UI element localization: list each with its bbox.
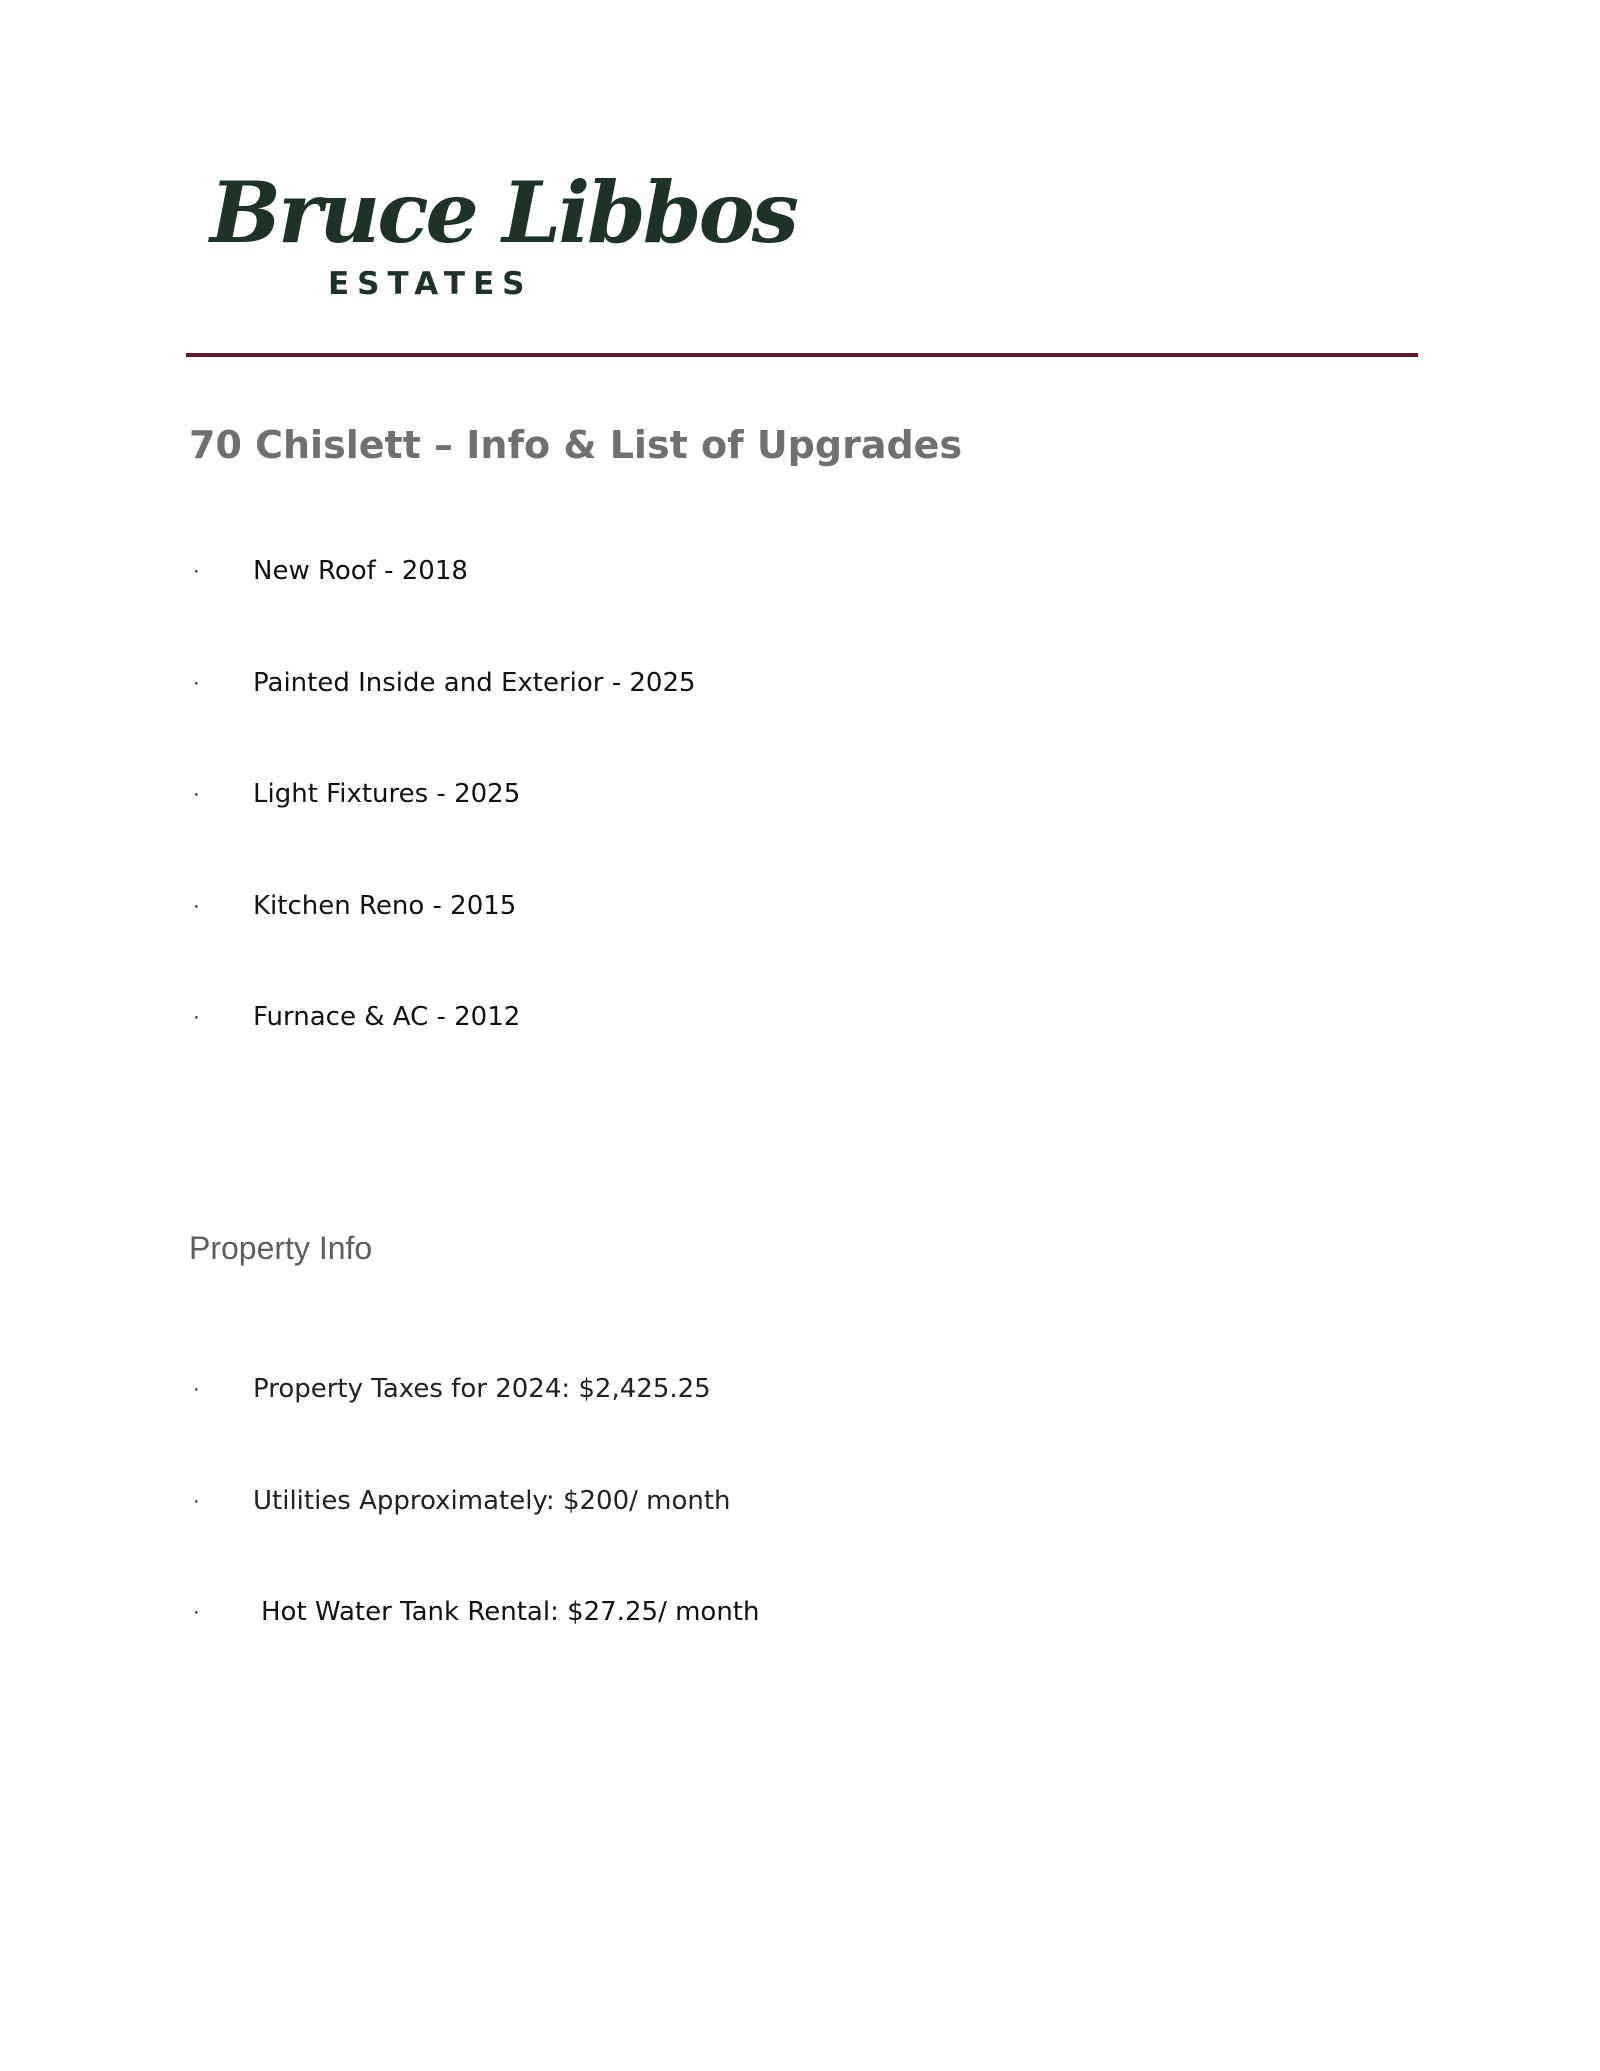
brand-logo — [210, 163, 796, 305]
upgrade-text: Furnace & AC - 2012 — [253, 1002, 521, 1032]
bullet-icon: · — [193, 1006, 200, 1028]
bullet-icon: · — [193, 671, 200, 694]
bullet-icon: · — [193, 894, 200, 917]
upgrade-text: Painted Inside and Exterior - 2025 — [253, 667, 696, 698]
property-info-text: Hot Water Tank Rental: $27.25/ month — [261, 1597, 760, 1627]
page-title: 70 Chislett – Info & List of Upgrades — [189, 423, 963, 467]
bullet-icon: · — [193, 560, 200, 582]
bullet-icon: · — [193, 1378, 200, 1400]
bullet-icon: · — [193, 1489, 200, 1512]
logo-wordmark: Bruce Libbos — [210, 163, 796, 262]
bullet-icon: · — [193, 783, 200, 805]
property-info-text: Property Taxes for 2024: $2,425.25 — [253, 1374, 711, 1404]
property-info-text: Utilities Approximately: $200/ month — [253, 1485, 731, 1516]
upgrade-text: Kitchen Reno - 2015 — [253, 890, 517, 921]
logo-subtitle: ESTATES — [328, 266, 533, 302]
upgrade-text: Light Fixtures - 2025 — [253, 779, 521, 809]
bullet-icon: · — [193, 1601, 200, 1623]
header-divider — [186, 353, 1418, 357]
section-heading-property-info: Property Info — [189, 1230, 373, 1266]
upgrade-text: New Roof - 2018 — [253, 556, 468, 586]
